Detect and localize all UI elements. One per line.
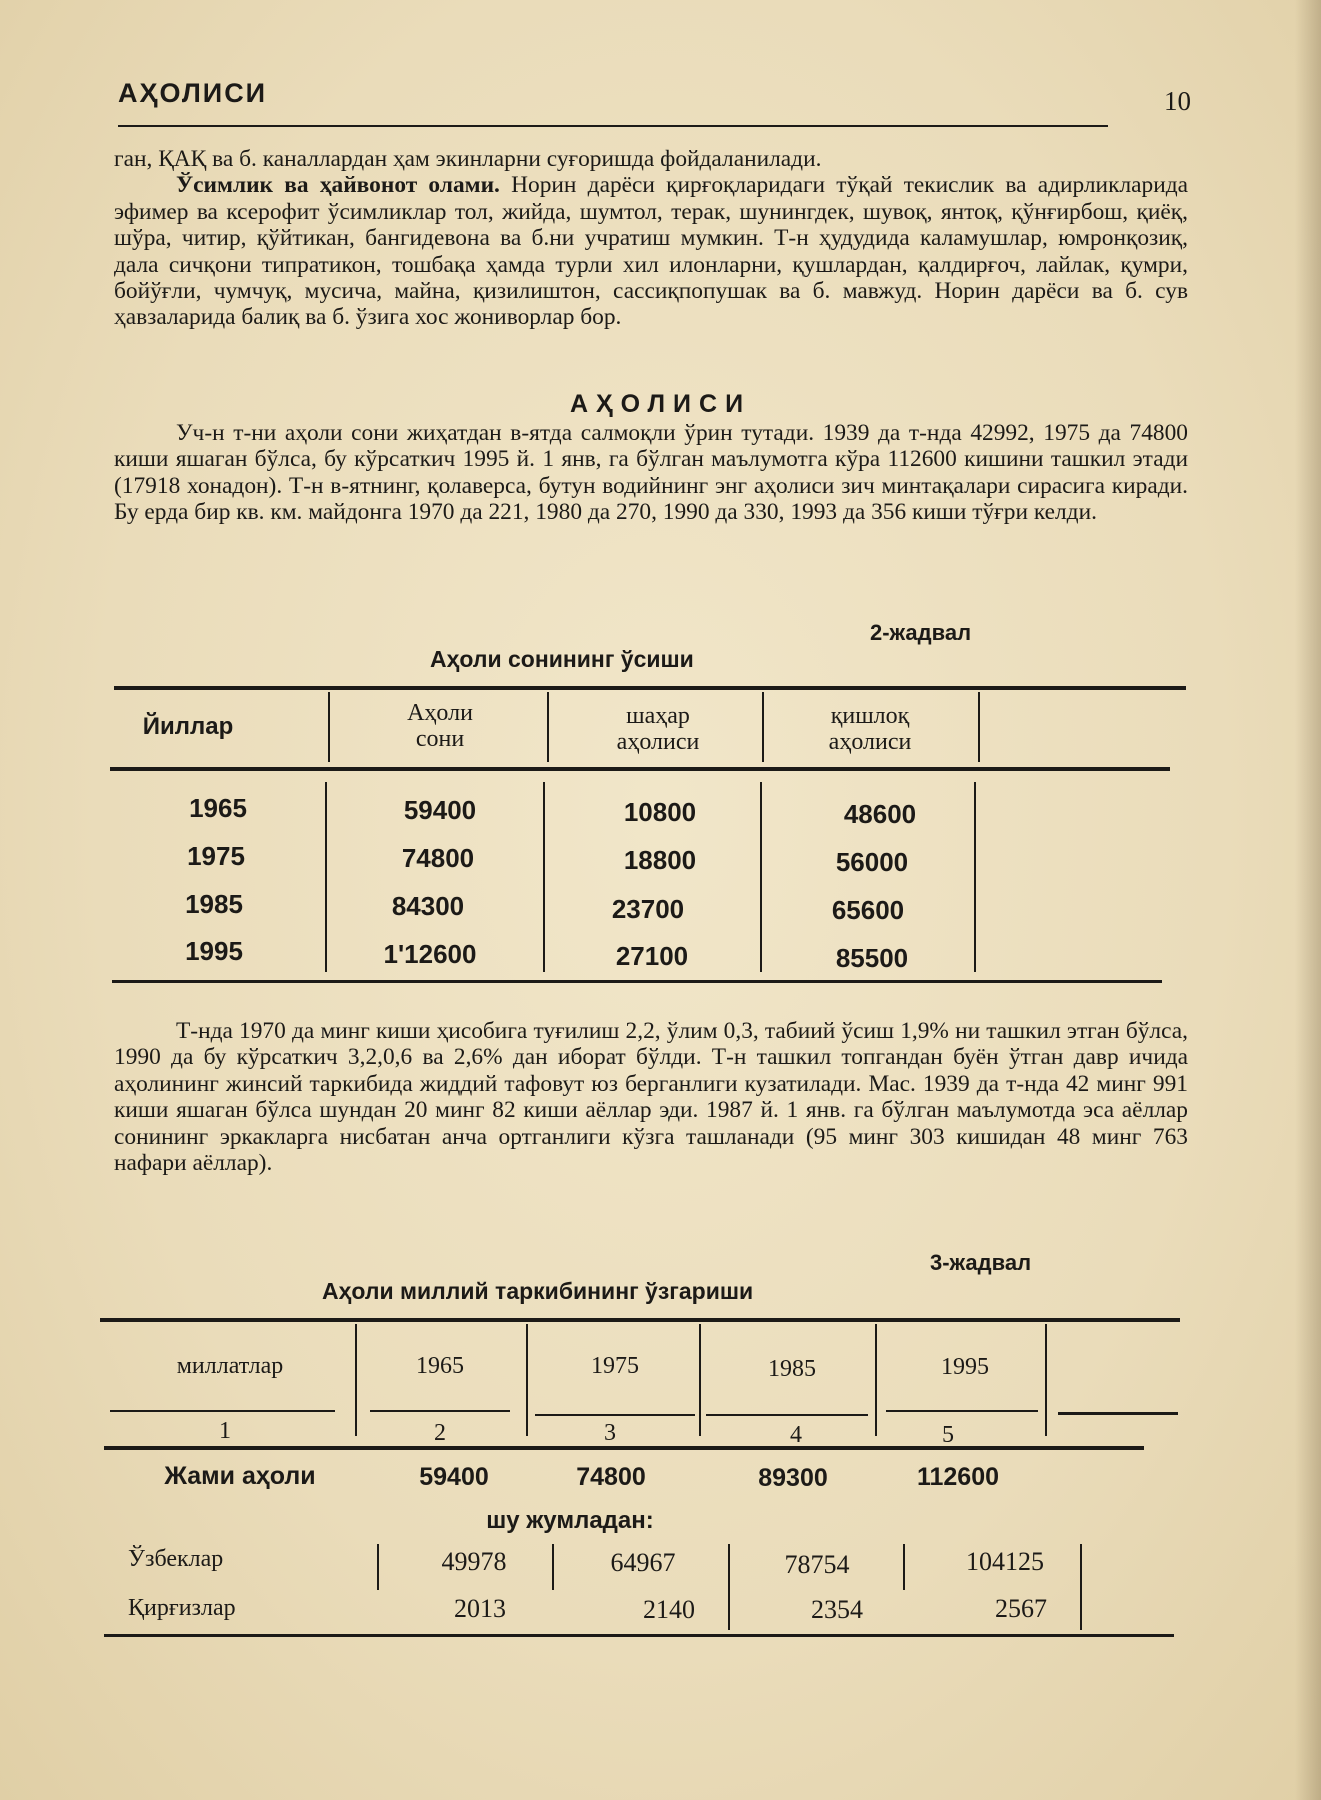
table3-subheader-rule <box>1058 1412 1178 1415</box>
table3-cell: 2013 <box>454 1594 506 1623</box>
table2-header-rural: қишлоқ аҳолиси <box>828 703 912 755</box>
page-edge-shadow <box>1295 0 1321 1800</box>
table2-divider <box>760 782 762 972</box>
table3-divider <box>377 1544 379 1590</box>
table2-top-rule <box>114 686 1186 690</box>
table3-top-rule <box>100 1318 1180 1322</box>
table2-divider <box>543 782 545 972</box>
table2-header-population: Аҳоли сони <box>407 700 473 752</box>
table3-header-year: 1985 <box>768 1356 816 1382</box>
paragraph-flora-fauna <box>114 172 1188 330</box>
table3-subheader-rule <box>535 1414 695 1416</box>
table3-header-year: 1975 <box>591 1353 639 1379</box>
page-number: 10 <box>1164 86 1191 116</box>
table3-total-cell: 89300 <box>758 1464 828 1492</box>
table3-col-number: 4 <box>790 1422 802 1448</box>
table3-total-cell: 112600 <box>916 1463 1000 1491</box>
paragraph-canals: ган, ҚАҚ ва б. каналлардан ҳам экинларни суғоришда фойдаланилади. <box>114 146 822 172</box>
paragraph-natality: Т-нда 1970 да минг киши ҳисобига туғилиш 2,2, ўлим 0,3, табиий ўсиш 1,9% ни ташкил этган бўлса, 1990 да бу кўрсаткич 3,2,0,6 ва 2,6% дан иборат бўлди. Т-н ташкил топгандан буён ўтган давр ичида аҳолининг жинсий таркибида жиддий тафовут юз берганлиги кузатилади. Мас. 1939 да т-нда 42 минг 991 киши яшаган бўлса шундан 20 минг 82 киши аёллар эди. 1987 й. 1 янв. га бўлган маълумотда эса аёллар сонининг эркакларга нисбатан анча ортганлиги кўзга ташланади (95 минг 303 кишидан 48 минг 763 нафари аёллар). <box>114 1018 1188 1177</box>
table3-header-year: 1965 <box>416 1353 464 1379</box>
table3-subheader-rule <box>110 1410 335 1412</box>
table3-divider <box>1080 1544 1082 1590</box>
table2-cell: 1995 <box>185 936 243 966</box>
table2-cell: 1975 <box>187 841 245 871</box>
table3-row-label: Ўзбеклар <box>128 1546 224 1572</box>
table2-divider <box>762 692 764 762</box>
table3-col-number: 3 <box>604 1420 616 1446</box>
table2-cell: 59400 <box>403 795 477 825</box>
table3-divider <box>903 1544 905 1590</box>
table2-number: 2-жадвал <box>870 620 972 645</box>
table3-total-label: Жами аҳоли <box>164 1462 316 1490</box>
table3-header-year: 1995 <box>941 1354 989 1380</box>
table3-divider <box>875 1324 877 1436</box>
table3-col-number: 5 <box>942 1422 954 1448</box>
paragraph-population: Уч-н т-ни аҳоли сони жиҳатдан в-ятда салмоқли ўрин тутади. 1939 да т-нда 42992, 1975 да 74800 киши яшаган бўлса, бу кўрсаткич 1995 й. 1 янв, га бўлган маълумотга кўра 112600 кишини ташкил этади (17918 хонадон). Т-н в-ятнинг, қолаверса, бутун водийнинг энг аҳолиси зич минтақалари сирасига киради. Бу ерда бир кв. км. майдонга 1970 да 221, 1980 да 270, 1990 да 330, 1993 да 356 киши тўғри келди. <box>114 420 1188 526</box>
table2-cell: 1965 <box>189 793 247 823</box>
table2-header-urban: шаҳар аҳолиси <box>616 703 700 755</box>
table2-cell: 65600 <box>831 895 905 925</box>
table2-cell: 1985 <box>185 889 243 919</box>
table3-header-rule <box>104 1446 1144 1450</box>
section-title: АҲОЛИСИ <box>569 390 752 418</box>
table2-title: Аҳоли сонининг ўсиши <box>430 646 694 672</box>
table3-cell: 49978 <box>441 1547 507 1576</box>
table3-total-cell: 59400 <box>419 1463 489 1491</box>
table2-divider <box>547 692 549 762</box>
text-block-natality <box>114 1018 1188 1176</box>
running-title: АҲОЛИСИ <box>118 78 268 108</box>
table2-cell: 10800 <box>623 797 697 827</box>
table3-title: Аҳоли миллий таркибининг ўзгариши <box>322 1278 754 1304</box>
table2-divider <box>328 692 330 762</box>
table2-header-years: Йиллар <box>142 713 234 740</box>
table3-row-label: Қирғизлар <box>128 1595 236 1621</box>
table2-cell: 85500 <box>835 943 909 973</box>
table3-subheader-rule <box>370 1410 510 1412</box>
table3-col-number: 2 <box>434 1420 446 1446</box>
paragraph-heading: Ўсимлик ва ҳайвонот олами. <box>176 172 500 199</box>
table3-cell: 78754 <box>784 1550 850 1579</box>
table3-total-cell: 74800 <box>576 1463 646 1491</box>
table2-divider <box>978 692 980 762</box>
table3-divider <box>355 1324 357 1436</box>
text-block-population <box>114 420 1188 526</box>
table2-cell: 74800 <box>401 843 475 873</box>
table3-divider <box>728 1544 730 1590</box>
table3-divider <box>552 1544 554 1590</box>
table2-bottom-rule <box>112 980 1162 983</box>
table3-cell: 104125 <box>966 1547 1044 1576</box>
table2-divider <box>325 782 327 972</box>
table3-bottom-rule <box>104 1634 1174 1637</box>
table3-divider <box>526 1324 528 1436</box>
table3-subheader-rule <box>706 1414 868 1416</box>
table3-cell: 2140 <box>643 1595 695 1624</box>
table3-divider <box>1045 1324 1047 1436</box>
table2-cell: 18800 <box>623 845 697 875</box>
text-block-top <box>114 146 1188 331</box>
table2-cell: 23700 <box>611 894 685 924</box>
table3-divider <box>699 1324 701 1436</box>
paragraph-flora-fauna-text: Норин дарёси қирғоқларидаги тўқай текислик ва адирликларида эфимер ва ксерофит ўсимликлар тол, жийда, шумтол, терак, шунингдек, шувоқ, янтоқ, қўнғирбош, қиёқ, шўра, читир, қўйтикан, бангидевона ва б.ни учратиш мумкин. Т-н ҳудудида каламушлар, юмронқозиқ, дала сичқони типратикон, тошбақа ҳамда турли хил илонларни, қушлардан, қалдирғоч, лайлак, қумри, бойўғли, чумчуқ, мусича, майна, қизилиштон, сассиқпопушак ва б. мавжуд. Норин дарёси ва б. сув ҳавзаларида балиқ ва б. ўзига хос жониворлар бор. <box>114 172 1188 331</box>
table3-subheader-rule <box>886 1410 1038 1412</box>
table2-header-rule <box>110 767 1170 771</box>
table2-cell: 48600 <box>843 799 917 829</box>
table3-number: 3-жадвал <box>930 1250 1032 1275</box>
table3-cell: 64967 <box>610 1548 676 1577</box>
header-rule <box>118 125 1108 127</box>
table3-col-number: 1 <box>219 1418 231 1444</box>
table2-cell: 27100 <box>615 941 689 971</box>
table3-subheading: шу жумладан: <box>486 1507 654 1534</box>
table3-cell: 2354 <box>811 1595 863 1624</box>
table2-cell: 84300 <box>391 891 465 921</box>
table3-cell: 2567 <box>995 1594 1047 1623</box>
table3-header-nations: миллатлар <box>176 1353 284 1379</box>
table2-cell: 56000 <box>835 847 909 877</box>
table2-cell: 1'12600 <box>383 939 477 969</box>
